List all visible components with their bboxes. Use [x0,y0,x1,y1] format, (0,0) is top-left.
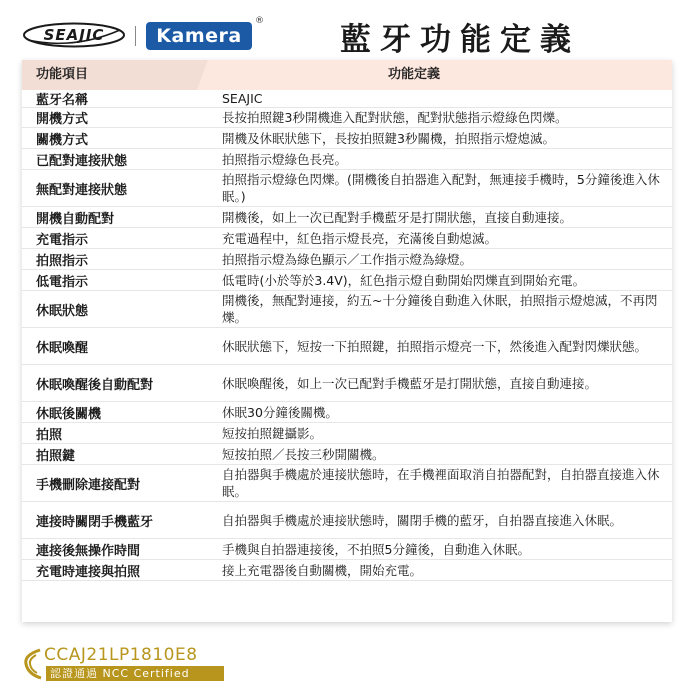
table-row [22,423,672,444]
function-item-label: 開機方式 [36,112,89,127]
seajic-logo-text: SEAJIC [43,26,105,44]
table-row [22,170,672,207]
table-row [22,128,672,149]
function-definition: 休眠30分鐘後關機。 [222,404,338,420]
function-definition: 拍照指示燈為綠色顯示／工作指示燈為綠燈。 [222,251,473,267]
table-row [22,291,672,328]
function-definition: 休眠喚醒後，如上一次已配對手機藍牙是打開狀態，直接自動連接。 [222,375,598,391]
table-row [22,249,672,270]
function-item-label: 連接後無操作時間 [36,543,141,559]
ncc-certified-badge: 認證通過 NCC Certified [46,666,224,681]
table-row [22,108,672,128]
function-definition: 充電過程中，紅色指示燈長亮，充滿後自動熄滅。 [222,230,498,246]
table-row [22,539,672,560]
table-row [22,365,672,402]
function-definition: 低電時(小於等於3.4V)，紅色指示燈自動開始閃爍直到開始充電。 [222,272,586,288]
table-row [22,207,672,228]
function-definition: 手機與自拍器連接後，不拍照5分鐘後，自動進入休眠。 [222,541,530,557]
function-item-label: 休眠狀態 [36,303,89,319]
function-definition: 接上充電器後自動關機，開始充電。 [222,562,423,578]
function-definition: 拍照指示燈綠色閃爍。(開機後自拍器進入配對，無連接手機時，5分鐘後進入休眠。) [222,172,660,204]
ncc-swirl-icon [22,647,44,681]
function-item-label: 休眠喚醒後自動配對 [36,377,154,393]
function-item-label: 拍照鍵 [36,448,76,464]
function-item-label: 手機刪除連接配對 [36,477,141,493]
function-definition: 自拍器與手機處於連接狀態時，關閉手機的藍牙，自拍器直接進入休眠。 [222,512,623,528]
ncc-certification [22,647,212,683]
page-title: 藍牙功能定義 [340,22,580,58]
function-definition: 拍照指示燈綠色長亮。 [222,151,348,167]
table-row [22,465,672,502]
function-item-label: 充電指示 [36,232,89,248]
logo-divider [135,26,136,46]
function-item-label: 連接時關閉手機藍牙 [36,514,154,530]
function-definition: 開機及休眠狀態下，長按拍照鍵3秒關機，拍照指示燈熄滅。 [222,130,555,146]
table-row [22,444,672,465]
column-header-item: 功能項目 [36,67,89,82]
function-definition: 短按拍照鍵攝影。 [222,425,323,441]
ncc-code: CCAJ21LP1810E8 [44,645,198,665]
function-item-label: 已配對連接狀態 [36,153,128,169]
function-item-label: 休眠喚醒 [36,340,89,356]
function-item-label: 休眠後關機 [36,406,102,422]
function-item-label: 低電指示 [36,274,89,290]
seajic-logo [22,22,126,48]
table-row [22,228,672,249]
function-definition: SEAJIC [222,91,263,106]
function-definition: 長按拍照鍵3秒開機進入配對狀態，配對狀態指示燈綠色閃爍。 [222,110,568,125]
table-row [22,90,672,108]
table-row [22,149,672,170]
function-table [22,60,672,622]
table-row [22,270,672,291]
page-header [0,0,700,62]
function-item-label: 充電時連接與拍照 [36,564,141,580]
registered-mark: ® [255,16,264,26]
function-definition: 短按拍照／長按三秒開關機。 [222,446,385,462]
function-item-label: 拍照 [36,427,63,443]
function-definition: 開機後，如上一次已配對手機藍牙是打開狀態，直接自動連接。 [222,209,573,225]
kamera-logo: Kamera [146,22,252,50]
function-definition: 自拍器與手機處於連接狀態時，在手機裡面取消自拍器配對，自拍器直接進入休眠。 [222,467,660,499]
table-row [22,560,672,581]
table-row [22,502,672,539]
function-item-label: 拍照指示 [36,253,89,269]
function-item-label: 開機自動配對 [36,211,115,227]
table-header [22,60,672,90]
table-row [22,328,672,365]
function-item-label: 關機方式 [36,132,89,148]
function-item-label: 藍牙名稱 [36,93,89,108]
table-row [22,402,672,423]
function-definition: 開機後，無配對連接，約五~十分鐘後自動進入休眠，拍照指示燈熄滅，不再閃爍。 [222,293,658,325]
function-item-label: 無配對連接狀態 [36,182,128,198]
column-header-definition: 功能定義 [388,67,441,82]
function-definition: 休眠狀態下，短按一下拍照鍵，拍照指示燈亮一下，然後進入配對閃爍狀態。 [222,338,648,354]
